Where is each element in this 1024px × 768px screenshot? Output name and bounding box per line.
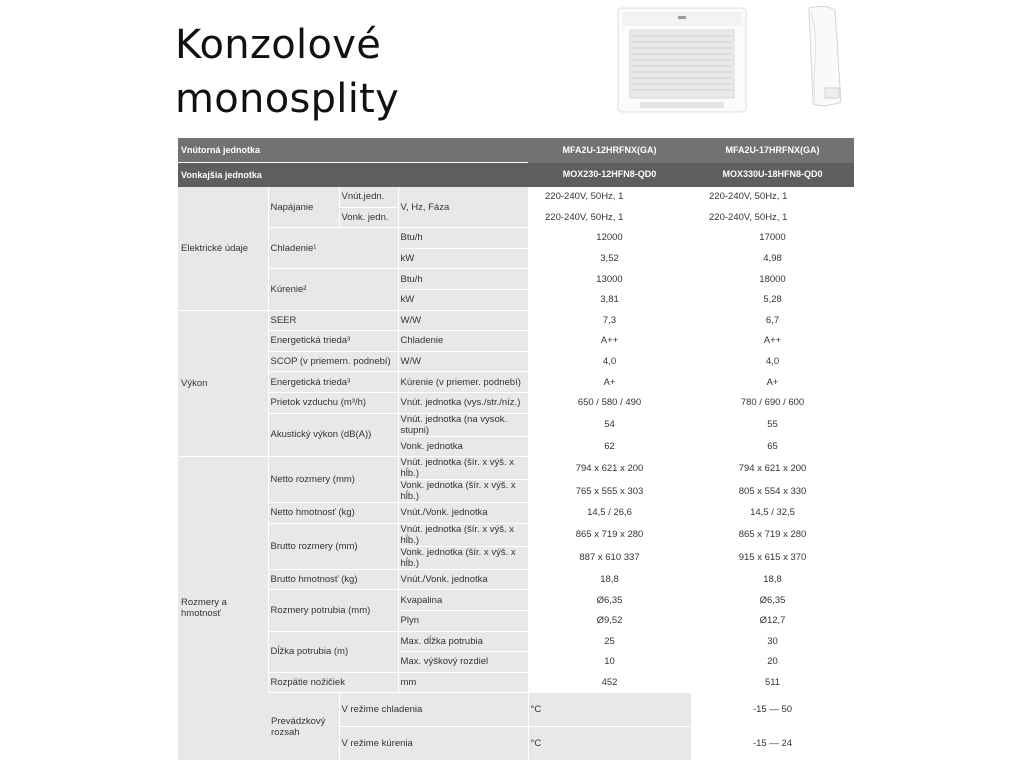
unit-cell: Chladenie [398, 331, 528, 352]
table-row [178, 523, 854, 546]
table-row [178, 693, 854, 727]
power-sub-indoor: Vnút.jedn. [339, 187, 398, 207]
table-row [178, 351, 854, 372]
title-line-1: Konzolové [175, 22, 382, 68]
row-label-gross-weight: Brutto hmotnosť (kg) [268, 569, 398, 590]
row-label-pipe-length: Dĺžka potrubia (m) [268, 631, 398, 672]
value-cell: 14,5 / 32,5 [691, 503, 854, 524]
unit-cell: Kúrenie (v priemer. podnebí) [398, 372, 528, 393]
value-cell: 794 x 621 x 200 [691, 457, 854, 480]
value-cell: 4,98 [691, 248, 854, 269]
row-label-scop: SCOP (v priemern. podnebí) [268, 351, 398, 372]
unit-cell: Vnút. jednotka (šír. x výš. x hĺb.) [398, 523, 528, 546]
table-row [178, 569, 854, 590]
value-cell: Ø6,35 [528, 590, 691, 611]
title-line-2: monosplity [175, 76, 400, 122]
value-cell: 4,0 [528, 351, 691, 372]
table-row [178, 392, 854, 413]
table-row [178, 269, 854, 290]
unit-cell: W/W [398, 351, 528, 372]
value-cell: 865 x 719 x 280 [528, 523, 691, 546]
value-cell: 17000 [691, 228, 854, 249]
table-row [178, 590, 854, 611]
unit-cell: Vnút. jednotka (šír. x výš. x hĺb.) [398, 457, 528, 480]
value-cell: 6,7 [691, 310, 854, 331]
unit-cell: Vnút. jednotka (na vysok. stupni) [398, 413, 528, 436]
row-label-op-heating: V režime kúrenia [339, 726, 528, 760]
row-label-energy-class-heating: Energetická trieda³ [268, 372, 398, 393]
value-cell: 10 [528, 652, 691, 673]
row-label-acoustic: Akustický výkon (dB(A)) [268, 413, 398, 457]
value-cell: Ø6,35 [691, 590, 854, 611]
value-cell: A+ [528, 372, 691, 393]
value-cell: 4,0 [691, 351, 854, 372]
value-cell: A+ [691, 372, 854, 393]
row-label-net-dimensions: Netto rozmery (mm) [268, 457, 398, 503]
unit-cell: Vonk. jednotka (šír. x výš. x hĺb.) [398, 546, 528, 569]
value-cell: 780 / 690 / 600 [691, 392, 854, 413]
unit-cell: Vonk. jednotka [398, 436, 528, 457]
value-cell: Ø12,7 [691, 610, 854, 631]
unit-cell: Vonk. jednotka (šír. x výš. x hĺb.) [398, 480, 528, 503]
value-cell: 12000 [528, 228, 691, 249]
group-label-electric: Elektrické údaje [178, 187, 268, 310]
row-label-airflow: Prietok vzduchu (m³/h) [268, 392, 398, 413]
outdoor-model-2: MOX330U-18HFN8-QD0 [691, 163, 854, 188]
value-cell: 14,5 / 26,6 [528, 503, 691, 524]
header-row-outdoor [178, 163, 854, 188]
group-label-performance: Výkon [178, 310, 268, 457]
power-unit: V, Hz, Fáza [398, 187, 528, 228]
value-cell: 220-240V, 50Hz, 1 [528, 187, 691, 207]
value-cell: 65 [691, 436, 854, 457]
value-cell: 511 [691, 672, 854, 693]
unit-cell: Btu/h [398, 228, 528, 249]
value-cell: 18,8 [691, 569, 854, 590]
value-cell: 62 [528, 436, 691, 457]
table-row [178, 310, 854, 331]
table-row [178, 372, 854, 393]
unit-cell: Vnút. jednotka (vys./str./níz.) [398, 392, 528, 413]
unit-cell: kW [398, 289, 528, 310]
value-cell: A++ [691, 331, 854, 352]
unit-cell: °C [528, 726, 691, 760]
page-title [175, 18, 399, 126]
value-cell: 794 x 621 x 200 [528, 457, 691, 480]
value-cell: 650 / 580 / 490 [528, 392, 691, 413]
row-label-leg-spacing: Rozpätie nožičiek [268, 672, 398, 693]
table-row [178, 503, 854, 524]
value-cell: 7,3 [528, 310, 691, 331]
row-label-seer: SEER [268, 310, 398, 331]
unit-cell: Vnút./Vonk. jednotka [398, 503, 528, 524]
value-cell: 220-240V, 50Hz, 1 [528, 207, 691, 228]
unit-cell: mm [398, 672, 528, 693]
row-label-pipe-sizes: Rozmery potrubia (mm) [268, 590, 398, 631]
indoor-unit-label: Vnútorná jednotka [178, 138, 528, 163]
value-cell: 18000 [691, 269, 854, 290]
outdoor-unit-label: Vonkajšia jednotka [178, 163, 528, 188]
value-cell: 18,8 [528, 569, 691, 590]
table-row [178, 187, 854, 207]
value-cell: 865 x 719 x 280 [691, 523, 854, 546]
indoor-unit-front-icon [612, 4, 752, 116]
table-row [178, 457, 854, 480]
indoor-unit-side-icon [795, 2, 851, 110]
value-cell: 30 [691, 631, 854, 652]
unit-cell: W/W [398, 310, 528, 331]
value-cell: 220-240V, 50Hz, 1 [691, 187, 854, 207]
value-cell: -15 — 50 [691, 693, 854, 727]
value-cell: 3,81 [528, 289, 691, 310]
header-row-indoor [178, 138, 854, 163]
value-cell: 220-240V, 50Hz, 1 [691, 207, 854, 228]
value-cell: A++ [528, 331, 691, 352]
unit-cell: Max. výškový rozdiel [398, 652, 528, 673]
value-cell: -15 — 24 [691, 726, 854, 760]
value-cell: Ø9,52 [528, 610, 691, 631]
row-label-heating: Kúrenie² [268, 269, 398, 310]
spec-table [178, 138, 854, 761]
power-sub-outdoor: Vonk. jedn. [339, 207, 398, 228]
unit-cell: Max. dĺžka potrubia [398, 631, 528, 652]
unit-cell: Kvapalina [398, 590, 528, 611]
row-label-cooling: Chladenie¹ [268, 228, 398, 269]
group-label-dimensions: Rozmery a hmotnosť [178, 457, 268, 761]
table-row [178, 672, 854, 693]
row-label-energy-class-cooling: Energetická trieda³ [268, 331, 398, 352]
table-row [178, 228, 854, 249]
unit-cell: Plyn [398, 610, 528, 631]
value-cell: 55 [691, 413, 854, 436]
table-row [178, 331, 854, 352]
value-cell: 805 x 554 x 330 [691, 480, 854, 503]
value-cell: 25 [528, 631, 691, 652]
row-label-power: Napájanie [268, 187, 339, 228]
indoor-model-2: MFA2U-17HRFNX(GA) [691, 138, 854, 163]
value-cell: 887 x 610 337 [528, 546, 691, 569]
unit-cell: °C [528, 693, 691, 727]
unit-cell: Vnút./Vonk. jednotka [398, 569, 528, 590]
outdoor-model-1: MOX230-12HFN8-QD0 [528, 163, 691, 188]
row-label-gross-dimensions: Brutto rozmery (mm) [268, 523, 398, 569]
row-label-net-weight: Netto hmotnosť (kg) [268, 503, 398, 524]
value-cell: 54 [528, 413, 691, 436]
unit-cell: Btu/h [398, 269, 528, 290]
unit-cell: kW [398, 248, 528, 269]
group-label-operating: Prevádzkový rozsah [268, 693, 339, 761]
value-cell: 3,52 [528, 248, 691, 269]
value-cell: 452 [528, 672, 691, 693]
value-cell: 915 x 615 x 370 [691, 546, 854, 569]
value-cell: 13000 [528, 269, 691, 290]
value-cell: 20 [691, 652, 854, 673]
value-cell: 5,28 [691, 289, 854, 310]
indoor-model-1: MFA2U-12HRFNX(GA) [528, 138, 691, 163]
row-label-op-cooling: V režime chladenia [339, 693, 528, 727]
value-cell: 765 x 555 x 303 [528, 480, 691, 503]
